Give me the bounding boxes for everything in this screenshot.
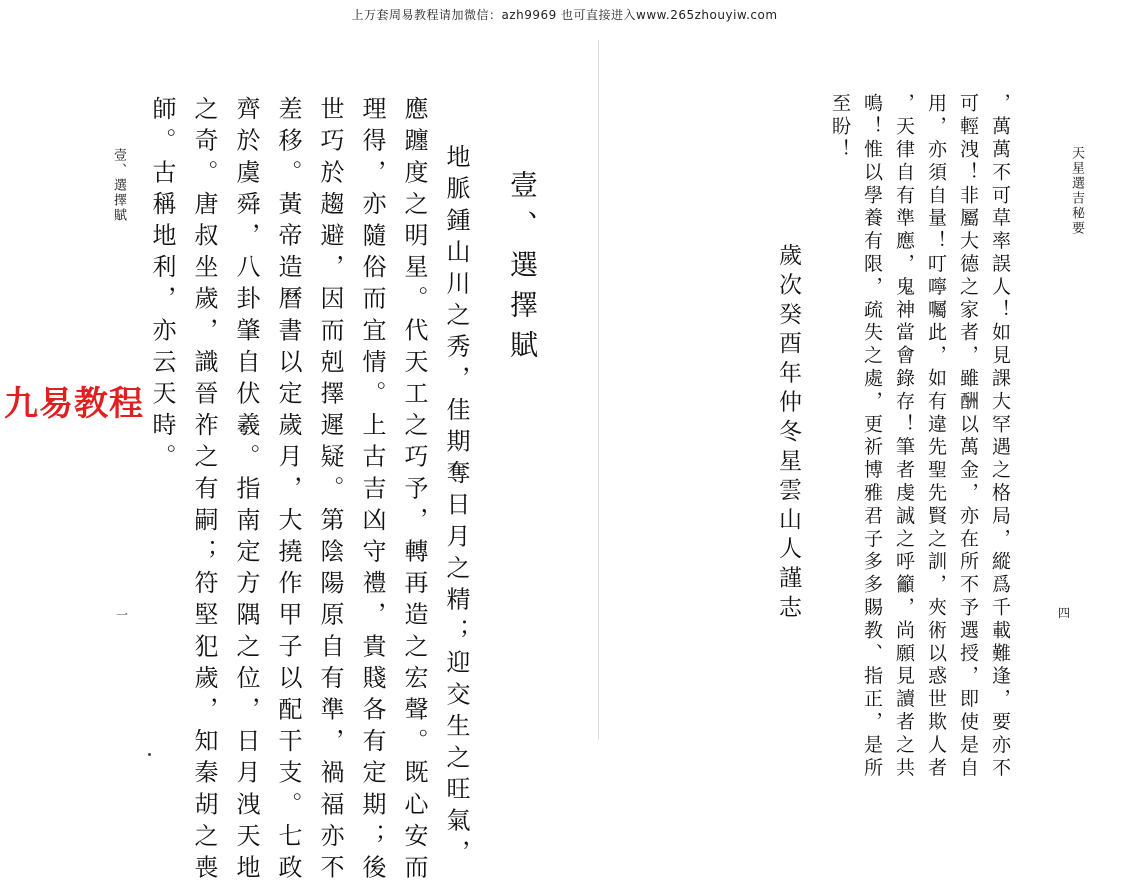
author-signature: 歲次癸酉年仲冬星雲山人謹志	[775, 243, 801, 624]
left-text-column-6: 齊於虞舜，八卦肇自伏羲。指南定方隅之位，日月洩天地	[232, 96, 260, 886]
watermark: 九易教程	[4, 384, 144, 424]
right-text-column-3: 用，亦須自量！叮嚀囑此，如有違先聖先賢之訓，夾術以惑世欺人者	[925, 93, 947, 780]
left-text-column-5: 差移。黃帝造曆書以定歲月，大撓作甲子以配干支。七政	[274, 96, 302, 886]
left-text-column-7: 之奇。唐叔坐歲，識晉祚之有嗣；符堅犯歲，知秦胡之喪	[190, 96, 218, 886]
right-page-number: 四	[1058, 606, 1071, 620]
left-text-column-3: 理得，亦隨俗而宜情。上古吉凶守禮，貴賤各有定期；後	[358, 96, 386, 886]
scan-speck	[148, 753, 151, 756]
left-text-column-8: 師。古稱地利，亦云天時。	[148, 96, 176, 476]
right-text-column-2: 可輕洩！非屬大德之家者，雖酬以萬金，亦在所不予選授，即使是自	[957, 93, 979, 780]
left-text-column-2: 應躔度之明星。代天工之巧予，轉再造之宏聲。既心安而	[400, 96, 428, 886]
right-text-column-4: ，天律自有準應，鬼神當會錄存！筆者虔誠之呼籲，尚願見讀者之共	[893, 93, 915, 780]
left-text-column-1: 地脈鍾山川之秀，佳期奪日月之精；迎交生之旺氣，	[442, 144, 470, 871]
right-text-column-6: 至盼！	[829, 93, 851, 162]
page-spine	[598, 40, 599, 740]
right-text-column-1: ，萬萬不可草率誤人！如見課大罕遇之格局，縱爲千載難逢，要亦不	[989, 93, 1011, 780]
left-running-head: 壹、選擇賦	[111, 148, 126, 223]
left-page-number: 一	[116, 608, 129, 622]
left-text-column-4: 世巧於趨避，因而剋擇遲疑。第陰陽原自有準，禍福亦不	[316, 96, 344, 886]
right-running-head: 天星選吉秘要	[1069, 146, 1084, 236]
section-title: 壹、選擇賦	[506, 170, 539, 370]
top-banner: 上万套周易教程请加微信：azh9969 也可直接进入www.265zhouyiw.com	[351, 8, 778, 22]
right-text-column-5: 鳴！惟以學養有限，疏失之處，更祈博雅君子多多賜教、指正，是所	[861, 93, 883, 780]
